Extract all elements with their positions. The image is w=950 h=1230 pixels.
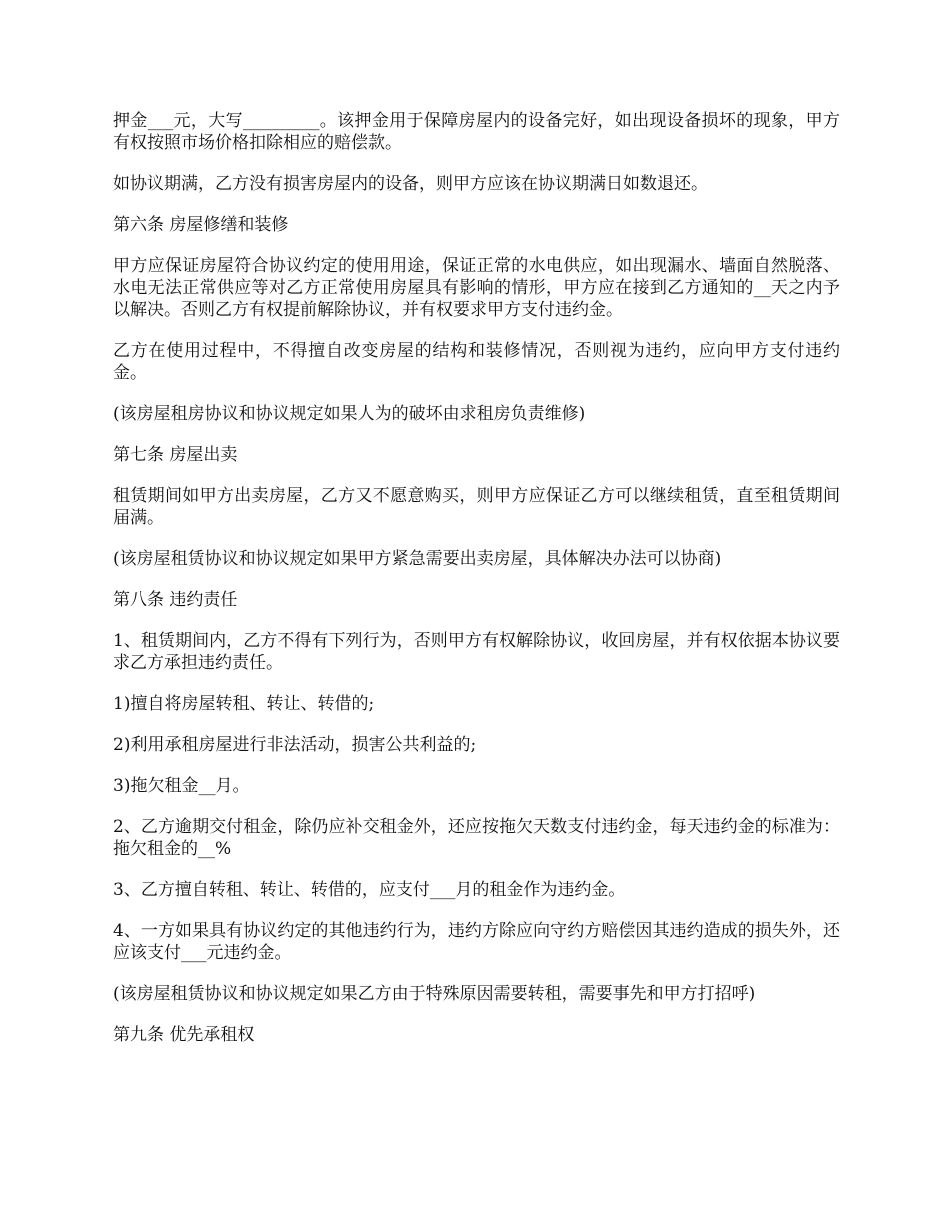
article-8-clause-4: 4、一方如果具有协议约定的其他违约行为，违约方除应向守约方赔偿因其违约造成的损失外，还应该支付___元违约金。 [113, 921, 840, 963]
article-8-note: (该房屋租赁协议和协议规定如果乙方由于特殊原因需要转租，需要事先和甲方打招呼) [113, 984, 756, 1004]
article-6-tenant-duty-paragraph: 乙方在使用过程中，不得擅自改变房屋的结构和装修情况，否则视为违约，应向甲方支付违约金。 [113, 341, 840, 383]
deposit-paragraph: 押金___元，大写_________。该押金用于保障房屋内的设备完好，如出现设备损坏的现象，甲方有权按照市场价格扣除相应的赔偿款。 [113, 111, 840, 153]
article-7-paragraph: 租赁期间如甲方出卖房屋，乙方又不愿意购买，则甲方应保证乙方可以继续租赁，直至租赁期间届满。 [113, 486, 840, 528]
article-9-heading: 第九条 优先承租权 [113, 1025, 255, 1045]
article-6-landlord-duty-paragraph: 甲方应保证房屋符合协议约定的使用用途，保证正常的水电供应，如出现漏水、墙面自然脱落、水电无法正常供应等对乙方正常使用房屋具有影响的情形，甲方应在接到乙方通知的__天之内予以解决。否则乙方有权提前解除协议，并有权要求甲方支付违约金。 [113, 256, 840, 320]
article-7-note: (该房屋租赁协议和协议规定如果甲方紧急需要出卖房屋，具体解决办法可以协商) [113, 549, 722, 569]
article-7-heading: 第七条 房屋出卖 [113, 445, 238, 465]
article-8-heading: 第八条 违约责任 [113, 590, 238, 610]
article-6-note: (该房屋租房协议和协议规定如果人为的破坏由求租房负责维修) [113, 404, 586, 424]
article-8-clause-1-item-1: 1)擅自将房屋转租、转让、转借的; [113, 694, 375, 714]
deposit-refund-paragraph: 如协议期满，乙方没有损害房屋内的设备，则甲方应该在协议期满日如数退还。 [113, 174, 708, 194]
article-8-clause-2: 2、乙方逾期交付租金，除仍应补交租金外，还应按拖欠天数支付违约金，每天违约金的标准为：拖欠租金的__% [113, 817, 840, 859]
article-8-clause-1-item-2: 2)利用承租房屋进行非法活动，损害公共利益的; [113, 735, 477, 755]
document-page [113, 110, 840, 1065]
article-8-clause-1-item-3: 3)拖欠租金__月。 [113, 776, 250, 796]
article-8-clause-3: 3、乙方擅自转租、转让、转借的，应支付___月的租金作为违约金。 [113, 880, 626, 900]
article-6-heading: 第六条 房屋修缮和装修 [113, 215, 289, 235]
article-8-clause-1: 1、租赁期间内，乙方不得有下列行为，否则甲方有权解除协议，收回房屋，并有权依据本协议要求乙方承担违约责任。 [113, 631, 840, 673]
